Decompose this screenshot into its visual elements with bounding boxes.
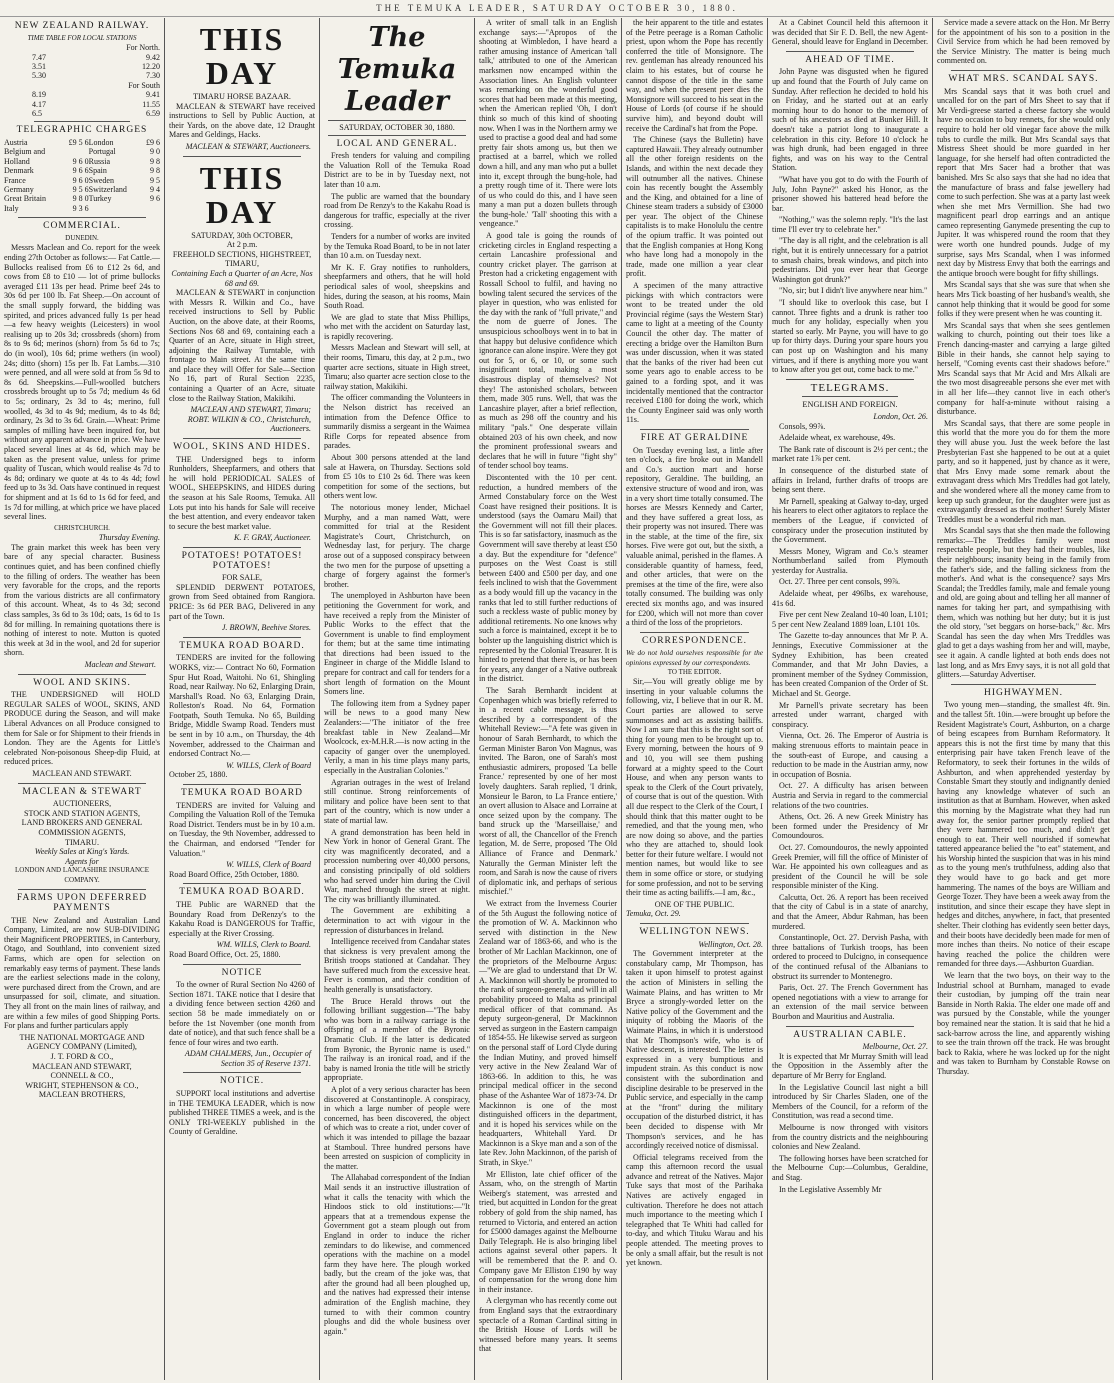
wellington-report: The Government interpreter at the constabulary camp, Mr Thompson, has taken it upon himself to protest against the action of Ministers in selling the Waimate Plains, and has written to Mr Bryce a strongly-worded letter on the Native policy of the Government and the iniquity of robbing the Maoris of the Waimate Plains, in which it is understood that Mr Thompson's wife, who is of Native descent, is interested. The letter is expressed in a very bumptious and impudent strain. As this conduct is now consistent with the subordination and discipline desirable to be preserved in the Public service, and especially in the camp at the "front" during the military occupation of the disturbed district, it has been decided to dispense with Mr Thompson's services, and he has accordingly received notice of dismissal. xyxy=(626,949,763,1151)
commercial-heading: COMMERCIAL. xyxy=(43,221,121,232)
column-1 xyxy=(0,18,164,1380)
tariff-cell: 9 5 6 xyxy=(72,185,89,195)
news-paragraph: Tenders for a number of works are invited by the Temuka Road Board, to be in not later than 10 a.m. on Tuesday next. xyxy=(324,231,470,261)
maclean-stewart-line: TIMARU. xyxy=(65,837,99,847)
telegram-item: Adelaide wheat, ex warehouse, 49s. xyxy=(779,433,896,443)
tariff-cell: 9 8 xyxy=(150,166,160,176)
maclean-stewart-line: COMMISSION AGENTS, xyxy=(38,827,126,837)
north-timetable xyxy=(4,43,160,118)
road-board-heading: TEMUKA ROAD BOARD. xyxy=(179,640,305,651)
cable-item: In the Legislative Council last night a bill introduced by Sir Charles Sladen, one of the Members of the Council, for a reform of the Constitution, was read a second time. xyxy=(772,1082,928,1121)
telegram-item: In consequence of the disturbed state of affairs in Ireland, further drafts of troops are being sent there. xyxy=(772,465,928,495)
timetable-cell: 9.41 xyxy=(146,90,160,100)
freehold-subheading: Containing Each a Quarter of an Acre, Nos 68 and 69. xyxy=(171,268,313,288)
page-masthead: THE TEMUKA LEADER, SATURDAY OCTOBER 30, 1880. xyxy=(0,0,1114,17)
cable-item: Melbourne is now thronged with visitors from the country districts and the neighbouring colonies and New Zealand. xyxy=(772,1122,928,1152)
tariff-cell: 9 0 xyxy=(150,147,160,157)
timetable-cell: 12.20 xyxy=(142,62,160,71)
potatoes-signature: J. BROWN, Beehive Stores. xyxy=(221,623,311,633)
news-paragraph: the heir apparent to the title and estates of the Petre peerage is a Roman Catholic priest, upon whom the Pope has recently conferred the title of Monsignore. The rev. gentleman has already renounced his claim to his estates, but of course he cannot dispose of the title in the same way, and when the present peer dies the Monsignore will succeed to his seat in the House of Lords (of course if he should survive him), and beyond doubt will receive the Cardinal's hat from the Pope. xyxy=(626,18,763,133)
tariff-cell: 9 3 6 xyxy=(72,203,89,213)
timetable-cell: 4.17 xyxy=(32,99,46,109)
column-7 xyxy=(933,18,1114,1380)
cable-item: The following horses have been scratched for the Melbourne Cup:—Columbus, Geraldine, and Stag. xyxy=(772,1153,928,1182)
correspondence-date: Temuka, Oct. 29. xyxy=(626,909,681,919)
christchurch-date: Thursday Evening. xyxy=(98,533,160,543)
story-paragraph: John Payne was disgusted when he figured up and found that the Fourth of July came on Sunday. After reflection he decided to hold his on Friday, and he started out at an early morning hour to do honor to the memory of such of his ancestors as died at Bunker Hill. It doesn't take a patriot long to inaugurate a celebration in this city. Before 10 o'clock he was high drunk, had been engaged in three fights, and was on his way to the Central Station. xyxy=(772,67,928,173)
telegram-item: Oct. 27. Three per cent consols, 99⅞. xyxy=(779,577,900,587)
correspondence-signature: ONE OF THE PUBLIC. xyxy=(654,899,735,909)
news-paragraph: Messrs Maclean and Stewart will sell, at their rooms, Timaru, this day, at 2 p.m., two quarter acre sections, situate in High street, Timaru; also quarter acre section close to the railway station, Makikihi. xyxy=(324,343,470,391)
news-paragraph: A clergyman who has recently come out from England says that the extraordinary spectacle of a Roman Cardinal sitting in the British House of Lords will be witnessed before many years. It seems that xyxy=(479,1296,617,1354)
tariff-row xyxy=(4,185,160,194)
telegraphic-table xyxy=(4,138,160,213)
tariff-cell: London xyxy=(88,138,114,148)
tariff-row xyxy=(4,138,160,147)
news-paragraph: We extract from the Inverness Courier of the 5th August the following notice of the promotion of W. A. Mackinnon who served with distinction in the New Zealand war of 1863-66, and who is the brother of Mr Lachlan Mackinnon, one of the proprietors of the Melbourne Argus:—"We are glad to understand that Dr W. A. Mackinnon will shortly be promoted to the rank of surgeon-general, and will in all probability proceed to Malta as principal medical officer of that command. As deputy surgeon-general, Dr Mackinnon served as surgeon in the Eastern campaign of 1854-55. He likewise served as surgeon on the personal staff of Lord Clyde during the Indian Mutiny, and proved himself very active in the New Zealand War of 1863-66. In addition to this, he was principal medical officer in the second phase of the Ashantee War of 1873-74. Dr Mackinnon is one of the most distinguished officers in the department, and it is hoped his services while on the headquarters, Whitehall Yard. Dr Mackinnon is a Skye man and a son of the late Rev. John Mackinnon, of the parish of Strath, in Skye." xyxy=(479,899,617,1168)
news-paragraph: The Allahabad correspondent of the Indian Mail sends it an instructive illustration of what it calls the tenacity with which the Hindoos stick to old institutions:—"It appears that at a tremendous expense the Government got a steam plough out from England in order to induce the richer zemindars to do likewise, and commenced operations with the machine on a model farm they have here. The plough worked badly, but the cream of the joke was, that after the ground had all been ploughed up, and the natives had expressed their intense admiration of the English machine, they turned to with their common country ploughs and did the whole business over again." xyxy=(324,1173,470,1336)
service-paragraph: Service made a severe attack on the Hon. Mr Berry for the appointment of his son to a position in the Civil Service from which he had been removed by the Service Ministry. The matter is being much commented on. xyxy=(937,18,1110,66)
wool-hides-heading: WOOL, SKINS AND HIDES. xyxy=(173,442,311,453)
highwaymen-report: Two young men—standing, the smallest 4ft. 9in. and the tallest 5ft. 10in.—were brought up before the Resident Magistrate's Court, Ashburton, on a charge of being escapees from Burnham Reformatory. It appears this is not the first time by many that this enterprising pair have taken French leave of the Reformatory, to seek their fortunes in the wilds of Ashburton, and when apprehended yesterday by Constable Smart they stoutly and indignantly denied having any knowledge whatever of such an institution as that at Burnham. However, when asked this morning by the Magistrate what they had run away for, the senior partner promptly replied that they were hammered too much, and didn't get enough to eat. Their well nourished if somewhat tattered appearance belied the "to eat" statement, and his Worship hinted the suspicion that was in his mind as to the young men's truthfulness, adding also that they would have to go back and get more hammering. The names of the boys are William and George Tozer. They have been a week away from the institution, and since their escape they have slept in hedges and ditches, anywhere, in fact, that presented shelter. Their clothing has evidently seen better days, and their boots have decidedly been made for men of more inches than theirs. No notice of their escape having reached the police the children were remanded for three days.—Ashburton Guardian. xyxy=(937,700,1110,969)
tariff-cell: 9 6 0 xyxy=(72,175,89,185)
wool-hides-advert: THE Undersigned begs to inform Runholders, Sheepfarmers, and others that he will hold PERIODICAL SALES of WOOL, SHEEPSKINS, and HIDES during the season at his Sale Rooms, Temuka. All Lots put into his hands for Sale will receive the best attention, and every endeavor taken to secure the best market value. xyxy=(169,454,315,531)
melbourne-date: Melbourne, Oct. 27. xyxy=(862,1042,928,1052)
news-paragraph: The Government are exhibiting a determination to act with vigour in the repression of disturbances in Ireland. xyxy=(324,906,470,935)
support-notice: SUPPORT local institutions and advertise in THE TEMUKA LEADER, which is now published THREE TIMES a week, and is the ONLY TRI-WEEKLY published in the County of Geraldine. xyxy=(169,1089,315,1137)
tariff-cell: Sweden xyxy=(88,175,114,185)
column-6 xyxy=(768,18,932,1380)
tariff-cell: 9 6 0 xyxy=(72,156,89,166)
scandal-body xyxy=(937,87,1110,680)
scandal-heading: WHAT MRS. SCANDAL SAYS. xyxy=(948,73,1099,84)
telegram-item: Mr Parnell's private secretary has been arrested under warrant, charged with conspiracy. xyxy=(772,700,928,729)
fence-signature: ADAM CHALMERS, Jun., Occupier of Section 35 of Reserve 1371. xyxy=(184,1049,311,1068)
tariff-cell: 9 4 xyxy=(150,185,160,195)
wellington-heading: WELLINGTON NEWS. xyxy=(639,927,750,938)
news-paragraph: Mr K. F. Gray notifies to runholders, sheepfarmers and others, that he will hold periodical sales of wool, sheepskins and hides, during the season, at his rooms, Main South Road. xyxy=(324,262,470,311)
cable-body xyxy=(772,1052,928,1194)
north-label: For North. xyxy=(126,43,160,53)
telegrams-heading: TELEGRAMS. xyxy=(810,381,890,394)
highwaymen-heading: HIGHWAYMEN. xyxy=(984,687,1063,698)
tariff-cell: Russia xyxy=(88,156,110,166)
telegram-item: Constantinople, Oct. 27. Dervish Pasha, with three battalions of Turkish troops, has been ordered to proceed to Dulcigno, in consequence of the continued refusal of the Albanians to obstruct its surrender to Montenegro. xyxy=(772,933,928,981)
timetable-cell: 9.42 xyxy=(146,52,160,62)
timetable-cell: 6.59 xyxy=(146,109,160,119)
farms-agent: J. T. FORD & CO., xyxy=(50,1051,114,1061)
tariff-row xyxy=(4,157,160,166)
newspaper-page xyxy=(0,18,1114,1383)
telegram-item: Oct. 27. Comoundouros, the newly appointed Greek Premier, will fill the office of Minister of War. He appointed his own colleagues and as president of the Council he will be sole responsible minister of the King. xyxy=(772,842,928,891)
farms-advert: THE New Zealand and Australian Land Company, Limited, are now SUB-DIVIDING their Magnificent PROPERTIES, in Canterbury, Otago, and Southland, into convenient sized Farms, which are open for selection on remarkably easy terms of payment. These lands are the earliest selections made in the colony, were purchased direct from the Crown, and are unsurpassed for soil, climate, and situation. They all front on the main lines of railway, and are within a few miles of good Shipping Ports. For plans and further particulars apply xyxy=(4,915,160,1031)
correspondence-heading: CORRESPONDENCE. xyxy=(642,635,747,646)
wool-advert: THE UNDERSIGNED will HOLD REGULAR SALES of WOOL, SKINS, AND PRODUCE during the Season, and will make Liberal Advances on all Produce consigned to them for Sale or for Shipment to their friends in London. They are the Agents for Little's celebrated Non-poisonous Sheep-dip Fluid, at reduced prices. xyxy=(4,690,160,767)
column-4 xyxy=(475,18,621,1380)
tariff-cell: 9 8 0 xyxy=(72,194,89,204)
local-general-heading: LOCAL AND GENERAL. xyxy=(336,138,458,149)
tariff-cell: 9 8 xyxy=(150,156,160,166)
bazaar-advert: MACLEAN & STEWART have received instructions to Sell by Public Auction, at their Yards, on the above date, 12 Draught Mares and Geldings, Hacks. xyxy=(169,101,315,140)
maclean-signature: Maclean and Stewart. xyxy=(84,660,156,669)
foreign-body xyxy=(772,422,928,1022)
farms-heading: FARMS UPON DEFERRED PAYMENTS xyxy=(16,893,148,914)
wellington-report-2: Official telegrams received from the camp this afternoon record the usual advance and retreat of the Natives. Major Tuke says that most of the Parihaka Natives are actively engaged in cultivation. Therefore he does not attach much importance to the meeting which I telegraphed that Te Whiti had called for to-day, and which Tituku Warau and his people attended. The meeting proves to be only a small affair, but the result is not yet known. xyxy=(626,1152,763,1268)
wool-signature: MACLEAN AND STEWART. xyxy=(32,768,132,778)
correspondence-note: We do not hold ourselves responsible for the opinions expressed by our correspondents. xyxy=(626,648,763,667)
scandal-paragraph: Mrs Scandal says that she then made the following remarks:—The Treddles family were most respectable people, but they had their troubles, like their neighbours; insanity being in the family from the father's side, and the falling sickness from the mother's. And what is the consequence? says Mrs Scandal; the Treddles family, male and female young and old, are going about and telling her all manner of names for taking her part, and sympathising with them, which was nothing but her duty; but it is just the old story, "set beggars on horse-back," &c. Mrs Scandal has seen the day when Mrs Treddles was glad to get a days washing from her and will, maybe, see it again. A candle lighted at both ends does not last long, and as Mrs Envy says, it is not all gold that glitters.—Saturday Advertiser. xyxy=(937,526,1110,680)
valuation-advert: TENDERS are invited for Valuing and Compiling the Valuation Roll of the Temuka Road District. Tenders must be in by 10 a.m. on Tuesday, the 9th November, addressed to the Chairman, and endorsed "Tender for Valuation." xyxy=(169,800,315,858)
maclean-stewart-line: LAND BROKERS AND GENERAL xyxy=(21,818,143,828)
tariff-row xyxy=(4,176,160,185)
telegram-item: Messrs Money, Wigram and Co.'s steamer Northumberland sailed from Plymouth yesterday for Australia. xyxy=(772,546,928,575)
ahead-of-time-heading: AHEAD OF TIME. xyxy=(805,54,895,65)
freehold-heading: FREEHOLD SECTIONS, HIGHSTREET, TIMARU, xyxy=(172,249,312,269)
news-paragraph: Discontented with the 10 per cent. reduction, a hundred members of the Armed Constabulary force on the West Coast have resigned their positions. It is understood (says the Oamaru Mail) that the Government will not fill their places. This is so far satisfactory, inasmuch as the Government will save thereby at least £50 a day. But the expenditure for "defence" purposes on the West Coast is still between £400 and £500 per day, and one feels inclined to wish that the Government as a body would fill up the vacancy in the ranks that led to still further reductions of such a reckless waste of public money by additional retirements. No one knows why such a force is maintained, except it be to bolster up the languishing district which is represented by the Colonial Treasurer. It is hinted to pretend that there is, or has been for years, any danger of a Native outbreak in the district. xyxy=(479,472,617,684)
telegram-item: The Bank rate of discount is 2½ per cent.; the market rate 1⅞ per cent. xyxy=(772,444,928,464)
maclean-stewart-line: AUCTIONEERS, xyxy=(52,799,112,809)
tenders-date: October 25, 1880. xyxy=(169,770,228,780)
story-paragraph: "The day is all right, and the celebration is all right, but it is entirely unnecessary for a patriot to smash chairs, break windows, and pitch into pedestrians. Did you ever hear that George Washington got drunk?" xyxy=(772,236,928,284)
timetable-cell: 11.55 xyxy=(142,99,160,109)
news-paragraph: The public are warned that the boundary road from De Renzy's to the Kakahu Road is dangerous for traffic, especially at the river crossing. xyxy=(324,191,470,230)
wool-heading: WOOL AND SKINS. xyxy=(33,677,131,688)
tariff-cell: Spain xyxy=(88,166,107,176)
sale-time: At 2 p.m. xyxy=(226,240,258,250)
scandal-paragraph: Mrs Scandal says that it was both cruel and uncalled for on the part of Mrs Sheet to say that if Mr Verdi-greese started a cheese factory she would have no occasion to buy rennets, for she would only require to hold her old vinegar face above the milk tubs to curdle the milk. But Mrs Scandal says that Mistress Sheet should be more guarded in her language, for she herself had often contradicted the report that Mrs Sacer had a brother that was banished. Mrs Sc also says that she had no idea that the manufacture of brass and false jewellery had come to such perfection. She was at a party last week when she met Mrs Vermillion. She had two magnificent pearl drop earrings and an antique cameo representing Ganymede presenting the cup to Jupiter. It was whispered round the room that they were worth one hundred pounds. Judge of my surprise, says Mrs Scandal, when I was informed next day by Mistress Envy that both the earrings and the antique brooch were bought for fifty shillings. xyxy=(937,86,1110,278)
freehold-signature: ROBT. WILKIN & CO., Christchurch, Auctioneers. xyxy=(187,414,311,434)
telegram-item: Adelaide wheat, per 496lbs, ex warehouse, 41s 6d. xyxy=(772,589,928,608)
story-paragraph: "Nothing," was the solemn reply. "It's the last time I'll ever try to celebrate her." xyxy=(772,215,928,234)
tariff-cell: Austria xyxy=(4,138,28,148)
column-4-body xyxy=(479,18,617,1354)
tariff-cell: Belgium and xyxy=(4,147,46,157)
correspondence-letter: Sir,—You will greatly oblige me by inserting in your valuable columns the following, viz, I believe that in our R. M. Court parties are allowed to serve summonses and act as assisting bailiffs. Now I am sure that this is the right sort of thing for young men to be brought up to. Every morning, between the hours of 9 and 10, you will see them pushing forward at a mighty speed to the Court House, and when any person wants to speak to the Clerk of the Court privately, of course that is out of the question. With all due respect to the Clerk of the Court, I should think that this matter ought to be remedied, and that the young men, who are now doing so above, and the parties who they are attached to, should look better for their future welfare. I would not mention names, but would like to see them in some office or store, or studying for some profession, and not to be serving their time as acting bailiffs.—I am, &c., xyxy=(626,677,763,898)
wool-hides-signature: K. F. GRAY, Auctioneer. xyxy=(234,533,311,543)
tariff-cell: £9 6 xyxy=(146,138,160,148)
farms-agent: CONNELL & CO., xyxy=(50,1071,114,1081)
fire-heading: FIRE AT GERALDINE xyxy=(640,432,749,443)
news-paragraph: The Sarah Bernhardt incident at Copenhagen which was briefly referred to in a recent cable message, is thus described by a correspondent of the Whitehall Review:—"A fete was given in honour of Sarah Bernhardt, to which the German Minister Baron Von Magnus, was invited. The Baron, one of Sarah's most enthusiastic admirers, proposed 'La belle France.' represented by one of her most lovely daughters. Sarah replied, 'I drink, Monsieur le Baron, to La France entiere,' an overt allusion to Alsace and Lorraine at once seized upon by the company. The band struck up the 'Marseillaise,' and worst of all, the Chancellor of the French legation, M. de Serre, proposed 'The Old Alliance of France and Denmark.' Naturally the German Minister left the room, and Sarah is now the cause of rivers of diplomatic ink, and perhaps of serious mischief." xyxy=(479,685,617,897)
telegram-item: Paris, Oct. 27. The French Government has opened negotiations with a view to arrange for an extension of the mail service between Bourbon and Mauritius and Australia. xyxy=(772,983,928,1021)
weekly-sales: Weekly Sales at King's Yards. xyxy=(34,847,130,857)
road-board-heading-3: TEMUKA ROAD BOARD. xyxy=(179,887,305,898)
tariff-cell: Turkey xyxy=(88,194,112,204)
tariff-cell: £9 5 6 xyxy=(68,138,89,148)
maclean-stewart-line: STOCK AND STATION AGENTS, xyxy=(23,808,141,818)
ahead-of-time-body xyxy=(772,67,928,374)
potatoes-advert: SPLENDID DERWENT POTATOES, grown from Seed obtained from Rangiora. PRICE: 3s 6d PER BAG, Delivered in any part of the Town. xyxy=(169,582,315,621)
railway-heading: NEW ZEALAND RAILWAY. xyxy=(14,21,150,31)
wellington-date: Wellington, Oct. 28. xyxy=(698,939,763,949)
news-paragraph: The notorious money lender, Michael Murphy, and a man named Watt, were committed for trial at the Resident Magistrate's Court, Christchurch, on Wednesday last, for perjury. The charge arose out of a supposed conspiracy between the two men for the purpose of upsetting a charge of forgery against the former's brother. xyxy=(324,502,470,589)
column-5 xyxy=(622,18,767,1380)
news-paragraph: A specimen of the many attractive pickings with which contractors were wont to be treated under the old Provincial régime (says the Western Star) came to light at a meeting of the County Council the other day. The matter of erecting a bridge over the Hamilton Burn was under discussion, when it was stated that the banks of the river had been cut some years ago to enable access to be gained to a fording spot, and it was incidentally mentioned that the contractor received £180 for doing the work, which the County Engineer said was only worth 11s. xyxy=(626,281,763,425)
farms-agent: WRIGHT, STEPHENSON & CO., xyxy=(25,1080,139,1090)
cable-heading: AUSTRALIAN CABLE. xyxy=(793,1029,907,1040)
news-paragraph: Agrarian outrages in the west of Ireland still continue. Strong reinforcements of military and police have been sent to that part of the country, which is now under a state of martial law. xyxy=(324,777,470,825)
railway-subheading: TIME TABLE FOR LOCAL STATIONS xyxy=(27,33,137,42)
fence-notice: To the owner of Rural Section No 4260 of Section 1871. TAKE notice that I desire that a dividing fence between section 4260 and section 58 be made immediately on or before the 1st November (one month from date of notice), and that such fence shall be a fence of four wires and two earth. xyxy=(169,980,315,1047)
tariff-cell xyxy=(141,204,160,213)
tariff-cell: Switzerland xyxy=(88,185,127,195)
maclean-stewart-heading: MACLEAN & STEWART xyxy=(22,786,142,797)
tariff-cell: 9 6 6 xyxy=(72,166,89,176)
notice-heading: NOTICE xyxy=(221,967,263,978)
telegram-item: The Gazette to-day announces that Mr P. A. Jennings, Executive Commissioner at the Sydney Exhibition, has been created Commander, and that Mr John Davies, a prominent member of the Sydney Commission, has been created Companion of the Order of St. Michael and St. George. xyxy=(772,631,928,698)
potatoes-sale: FOR SALE, xyxy=(221,573,263,583)
news-paragraph: The Bruce Herald throws out the following brilliant suggestion—"The baby who was born in a railway carriage is the offspring of a member of the Byronic Dramatic Club. If the latter is dedicated from Byronic, the Byronic name is used." The railway is an ironical road, and if the baby is named Ironia the title will be strictly appropriate. xyxy=(324,996,470,1083)
local-news-body xyxy=(324,151,470,1336)
tariff-row xyxy=(4,147,160,156)
telegram-item: Vienna, Oct. 26. The Emperor of Austria is making strenuous efforts to maintain peace in the south-east of Europe, and causing a reduction to be made in the Austrian army, now in occupation of Bosnia. xyxy=(772,731,928,779)
notice-heading-2: NOTICE. xyxy=(219,1076,265,1087)
farms-agent: THE NATIONAL MORTGAGE AND AGENCY COMPANY (Limited), xyxy=(19,1032,145,1052)
bazaar-heading: TIMARU HORSE BAZAAR. xyxy=(193,92,291,101)
story-paragraph: "What have you got to do with the Fourth of July, John Payne?" asked his Honor, as the prisoner showed his battered head before the bar. xyxy=(772,174,928,213)
london-date: London, Oct. 26. xyxy=(873,411,928,421)
news-paragraph: The following item from a Sydney paper will be news to a good many New Zealanders:—"The initiator of the free breakfast table in New Zealand—Mr Woolcock, ex-M.H.R.—is now acting in the capacity of ganger over the unemployed. Verily, a man in his time plays many parts, especially in the Australian Colonies." xyxy=(324,698,470,775)
telegraphic-heading: TELEGRAPHIC CHARGES xyxy=(16,125,148,136)
column-5-body xyxy=(626,18,763,425)
tariff-cell: Portugal xyxy=(88,147,116,157)
freehold-advert: MACLEAN & STEWART in conjunction with Messrs R. Wilkin and Co., have received instructions to Sell by Public Auction, on the above date, at their Rooms, Sections Nos 68 and 69, containing each a Quarter of an Acre, situate in High street, adjoining the Railway Turntable, with frontage to Main street. At the same time and place they will Offer for Sale—Section No 16, part of Rural Section 2235, containing a Quarter of an Acre, situate close to the Railway Station, Makikihi. xyxy=(169,288,315,403)
telegram-item: Calcutta, Oct. 26. A report has been received that the city of Cabul is in a state of anarchy, and that the Ameer, Abdur Rahman, has been murdered. xyxy=(772,892,928,931)
scandal-paragraph: Mrs Scandal says that when she sees gentlemen walking to church, pointing out their toes like a French dancing-master and carrying a large gilted Bible in their hands, she cannot help saying to herself, "Coming events cast their shadows before." Mrs Scandal says that Mr Acid and Mrs Alkali are the two most disagreeable persons she ever met with in all her life—they cannot live in each other's company for half-a-minute without raising a disturbance. xyxy=(937,320,1110,417)
scandal-paragraph: Mrs Scandal says, that there are some people in this world that the more you do for them the more they will abuse you. Just the week before the last Presbyterian Fast she happened to be out at a quiet party, and so it happened, just by chance as it were, that Mrs Envy made some remark about the extravagant dress which Mrs Treddles had got lately, and she wondered where all the money came from to keep up such grandeur, for the daughter were just as extravagantly dressed as their mother! Surely Mister Treddles must be a wonderful rich man. xyxy=(937,418,1110,524)
story-paragraph: "No, sir; but I didn't live anywhere near him." xyxy=(779,286,928,296)
timetable-cell: 3.51 xyxy=(32,62,46,71)
tariff-cell: 9 5 xyxy=(150,175,160,185)
tariff-cell: Germany xyxy=(4,185,34,195)
correspondence-to: TO THE EDITOR. xyxy=(667,667,722,676)
cabinet-paragraph: At a Cabinet Council held this afternoon it was decided that Sir F. D. Bell, the new Agent-General, should leave for England in December. xyxy=(772,18,928,47)
tariff-cell: Great Britain xyxy=(4,194,46,204)
bazaar-signature: MACLEAN & STEWART, Auctioneers. xyxy=(185,141,311,151)
telegram-item: Athens, Oct. 26. A new Greek Ministry has been formed under the Presidency of Mr Comoundouros. xyxy=(772,812,928,841)
telegram-item: Oct. 27. A difficulty has arisen between Austria and Servia in regard to the commercial relations of the two countries. xyxy=(772,781,928,810)
timetable-cell: 7.30 xyxy=(146,71,160,81)
news-paragraph: We are glad to state that Miss Phillips, who met with the accident on Saturday last, is rapidly recovering. xyxy=(324,312,470,341)
boys-report: We learn that the two boys, on their way to the Industrial school at Burnham, managed to evade their custodian, by jumping off the train near Banside in North Rakia. The elder one made off and was pursued by the Constable, while the younger boy remained near the station. It is said that he hid a sack-barrow across the line, and apparently wishing to see the train thrown off the track. He was brought back to Rakia, where he was locked up for the night and was taken to Burnham by Constable Rowse on Thursday. xyxy=(937,971,1110,1076)
news-paragraph: The officer commanding the Volunteers in the Nelson district has received an intimation from the Defence Office to summarily dismiss a sergeant in the Waimea Rifle Corps for repeated absence from parades. xyxy=(324,393,470,451)
this-day-heading-2: THIS DAY xyxy=(199,159,285,230)
news-paragraph: About 300 persons attended at the land sale at Hawera, on Thursday. Sections sold from £5 10s to £10 2s 6d. There was keen competition for some of the sections, but others went low. xyxy=(324,453,470,501)
cable-item: It is expected that Mr Murray Smith will lead the Opposition in the Assembly after the departure of Mr Berry for England. xyxy=(772,1051,928,1080)
tariff-cell: 9 6 xyxy=(150,194,160,204)
timetable-cell: 5.30 xyxy=(32,71,46,81)
column-3 xyxy=(320,18,474,1380)
cable-item: In the Legislative Assembly Mr xyxy=(779,1184,882,1194)
news-paragraph: Fresh tenders for valuing and compiling the Valuation Roll of the Temuka Road District are to be in by Tuesday next, not later than 10 a.m. xyxy=(324,151,470,189)
warning-signature: WM. WILLS, Clerk to Board. xyxy=(216,940,311,950)
timetable-cell: 6.5 xyxy=(32,109,42,119)
warning-notice: THE Public are WARNED that the Boundary Road from DeRenzy's to the Kakahu Road is DANGEROUS for Traffic, especially at the River Crossing. xyxy=(169,899,315,938)
scandal-paragraph: Mrs Scandal says that she was sure that when she hears Mrs Tick boasting of her husband's wealth, she cannot help thinking that it would be good for some folks if they were present when he was counting it. xyxy=(937,280,1110,319)
potatoes-heading: POTATOES! POTATOES! POTATOES! xyxy=(181,550,303,571)
south-label: For South xyxy=(128,80,160,90)
christchurch-report: The grain market this week has been very bare of any special character. Business continues quiet, and has been confined chiefly to the filling of orders. The weather has been very favorable for the crops, and the reports from the various districts are all confirmatory of this account. Wheat, 4s to 4s 3d; second class samples, 3s 6d to 3s 10d; oats, 1s 6d to 1s 8d for milling. In remaining quotations there is nothing of interest to note. Mutton is quoted this week at 3d in the wool, and 2d for superior shorn. xyxy=(4,542,160,658)
story-paragraph: "I should like to overlook this case, but I cannot. Three fights and a drunk is rather too much for any holiday, especially when you started so early. Mr Payne, you will have to go up for thirty days. During your spare hours you can post up on Washington and his many virtues, and if there is anything more you want to know after you get out, come back to me." xyxy=(772,298,928,375)
agents-label: Agents for xyxy=(65,856,99,866)
warning-date: Road Board Office, Oct. 25, 1880. xyxy=(169,949,281,959)
tariff-row xyxy=(4,194,160,203)
tariff-row xyxy=(4,166,160,175)
news-paragraph: A good tale is going the rounds of cricketing circles in England respecting a certain Lancashire professional and country cricket player. The garrison at Preston had a cricketing engagement with Rossall School to fulfil, and having no bowling talent secured the services of the player in question, who was enlisted for the day with the rank of "full private," and the nom de guerre of Jones. The unsuspicious schoolboys went in to bat in that happy but delusive confidence which ignorance can alone inspire. Were they got out for 5, or 6, or 10, or some such insignificant total, making a most disastrous display of themselves? Not they! The astonished scholars, between them, made 305 runs. Well, that was the Lancashire player, after a brief reflection, as much as 298 off the country and his military "pals." One desperate villain obtained 203 of his own cheek, and now the prominent professional swears and declares that he will in future "fight shy" of tender school boy teams. xyxy=(479,231,617,471)
christchurch-heading: CHRISTCHURCH. xyxy=(54,523,110,532)
telegram-item: Five per cent New Zealand 10-40 loan, L101; 5 per cent New Zealand 1889 loan, L101 10s. xyxy=(772,610,928,629)
road-board-heading-2: TEMUKA ROAD BOARD xyxy=(180,788,304,799)
insurance-company: LONDON AND LANCASHIRE INSURANCE COMPANY. xyxy=(15,866,149,884)
sale-date: SATURDAY, 30th OCTOBER, xyxy=(191,230,293,240)
tariff-row xyxy=(4,204,160,213)
timetable-cell: 8.19 xyxy=(32,90,46,100)
issue-date: SATURDAY, OCTOBER 30, 1880. xyxy=(339,123,455,132)
valuation-signature: W. WILLS, Clerk of Board xyxy=(226,860,311,870)
newspaper-title: The Temuka Leader xyxy=(337,22,457,117)
tariff-cell: France xyxy=(4,175,26,185)
news-paragraph: A writer of small talk in an English exchange says:—"Apropos of the shooting at Wimbledon, I have heard a rather amusing instance of American 'tall talk,' attributed to one of the American marksmen now encamped within the Association lines. An English volunteer was remarking on the wonderful good scores that had been made at this meeting, when the American replied 'Oh, I don't think so much of this kind of shooting now. When I was in the Northern army we used to practise a good deal and had some pretty fair shots among us, but then we practised at a barrel, which we rolled down a hill, and any man who put a bullet into it, except through the bung-hole, had a pretty rough time of it. There were lots of us who could do this, and I have seen many a man put a dozen bullets through the bung-hole.' 'Tall' shooting this with a vengeance." xyxy=(479,18,617,229)
foreign-heading: ENGLISH AND FOREIGN. xyxy=(802,400,898,410)
dunedin-report: Messrs Maclean and Co. report for the week ending 27th October as follows:— Fat Cattle.—Bullocks realised from £6 to £12 2s 6d, and cows from £8 to £10 — lot of prime bullocks averaged £11 13s per head. Prime beef 24s to 30s 6d per 100 lb. Fat Sheep.—On account of the small supply forward, the bidding was spirited, and prices advanced fully 1s per head—a few heavy weights (Leicesters) in wool realising up to 20s 3d; crossbreds (shorn) from 8s to 9s 6d; merinos (shorn) from 5s 6d to 7s; do (in wool), 10s 6d; prime wethers (in wool) 24s; ditto (shorn) 15s per lb. Fat Lambs.—310 were penned, and all were sold at from 5s 9d to 8s 6d. Sheepskins.—Full-woolled butchers crossbreds brought up to 5s 7d; medium 4s 6d to 5s; ordinary, 2s 3d to 4s; merino, full woolled, 4s 3d to 4s 9d; medium, 4s to 4s 8d; ordinary, 2s 3d to 3s 6d. Grain.—Wheat: Prime samples of milling have been inquired for, but without any apparent advance in price. We have placed several lines at 4s 6d, which may be taken as the present value, unless for prime quality of Tuscan, which would realise 4s 7d to 4s 8d; ordinary we quote at 4s to 4s 4d; fowl feed up to 3s 3d. Oats have continued in request for shipment and at 1s 6d to 1s 6d for feed, and 1s 7d for milling, at which price we have placed several lines. xyxy=(4,243,160,522)
telegram-item: Consols, 99⅞. xyxy=(779,421,826,431)
dunedin-heading: DUNEDIN. xyxy=(65,233,99,242)
freehold-signature: MACLEAN AND STEWART, Timaru; xyxy=(190,405,311,415)
tenders-advert: TENDERS are invited for the following WORKS, viz:— Contract No 60, Formation Spur Hut Road, Waitohi. No 61, Shingling Road, near Railway. No 62, Enlarging Drain, Marshall's Road. No 63, Enlarging Drain, Rolleston's Road. No 64, Formation Footpath, South Temuka. No 65, Building Bridge, Middle Swamp Road. Tenders must be sent in by 10 a.m., on Thursday, the 4th November, addressed to the Chairman and endorsed Contract No.— xyxy=(169,653,315,759)
valuation-date: Road Board Office, 25th October, 1880. xyxy=(169,869,299,879)
farms-agent: MACLEAN BROTHERS, xyxy=(38,1090,126,1100)
tariff-cell: Denmark xyxy=(4,166,34,176)
farms-agent: MACLEAN AND STEWART, xyxy=(32,1061,132,1071)
telegram-item: Mr Parnell, speaking at Galway to-day, urged his hearers to elect other agitators to replace the members of the League, if convicted of conspiracy under the prosecution instituted by the Government. xyxy=(772,496,928,545)
tenders-signature: W. WILLS, Clerk of Board xyxy=(226,760,311,770)
column-2 xyxy=(165,18,319,1380)
tariff-cell xyxy=(61,147,88,156)
news-paragraph: A plot of a very serious character has been discovered at Constantinople. A conspiracy, in which a large number of people were concerned, has been discovered, the object of which was to create a riot, under cover of which it was intended to pillage the bazaar at Stamboul. Three hundred persons have been arrested on suspicion of complicity in the matter. xyxy=(324,1085,470,1171)
timetable-cell: 7.47 xyxy=(32,52,46,62)
tariff-cell: Holland xyxy=(4,156,30,166)
tariff-cell: Italy xyxy=(4,203,19,213)
news-paragraph: A grand demonstration has been held in New York in honor of General Grant. The city was magnificently decorated, and a procession numbering over 40,000 persons, and consisting principally of old soldiers who had served under him during the Civil War, marched through the street at night. The city was brilliantly illuminated. xyxy=(324,827,470,904)
news-paragraph: The Chinese (says the Bulletin) have captured Hawaii. They already outnumber all the other foreign residents on the Islands, and within the next decade they will outnumber all the natives. Chinese coin has recently bought the Assembly and the King, and obtained for a line of Chinese steam traders a subsidy of £3000 per year. The object of the Chinese capitalists is to make Honolulu the centre of the opium traffic. It was pointed out that the English companies at Hong Kong who have long had a monopoly in the trade, made one million a year clear profit. xyxy=(626,135,763,279)
tariff-cell xyxy=(89,204,141,213)
news-paragraph: Mr Elliston, late chief officer of the Assam, who, on the strength of Martin Weiberg's statement, was arrested and tried, but acquitted in London for the great robbery of gold from the ship named, has returned to Victoria, and entered an action for £5000 damages against the Melbourne Daily Telegraph. He is also bringing libel actions against several other papers. It will be remembered that the P. and O. Company gave Mr Elliston £190 by way of compensation for the wrong done him in their instance. xyxy=(479,1169,618,1294)
fire-report: On Tuesday evening last, a little after ten o'clock, a fire broke out in Mandell and Co.'s auction mart and horse repository, Geraldine. The building, an extensive structure of wood and iron, was in a very short time totally consumed. The horses are Messrs Kennedy and Carter, and they have suffered a great loss, as their property was not insured. There was in the stable, at the time of the fire, six horses. Five were got out, but the sixth, a valuable animal, perished in the flames. A considerable quantity of harness, feed, and other articles, that were on the premises at the time of the fire, were also totally consumed. The building was only erected six months ago, and was insured for £200, which will not more than cover a third of the loss of the proprietors. xyxy=(626,445,763,628)
this-day-heading: THIS DAY xyxy=(199,21,285,91)
news-paragraph: The unemployed in Ashburton have been petitioning the Government for work, and have received a reply from the Minister of Public Works to the effect that the Government is unable to find employment for them; but at the same time intimating that directions had been issued to the Engineer in charge of the Middle Island to prepare for contract and call for tenders for a short length of formation on the Mount Somers line. xyxy=(324,591,470,697)
news-paragraph: Intelligence received from Candahar states that sickness is very prevalent among the British troops stationed at Candahar. They have suffered much from the excessive heat. Fever is common, and their condition of health generally is unsatisfactory. xyxy=(324,937,470,995)
